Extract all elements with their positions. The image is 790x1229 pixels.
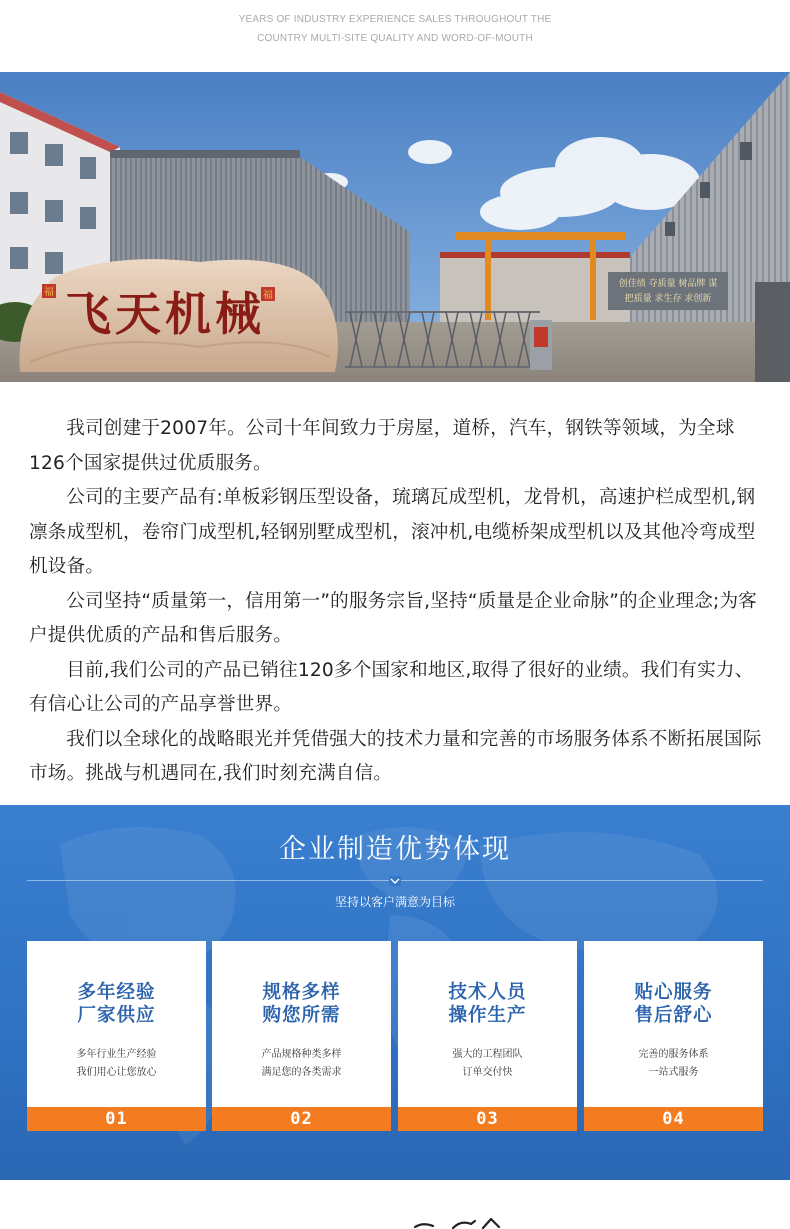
factory-photo <box>0 72 790 382</box>
english-tagline <box>0 10 790 48</box>
card-heading <box>212 981 391 1027</box>
intro-paragraph: 公司坚持“质量第一，信用第一”的服务宗旨,坚持“质量是企业命脉”的企业理念;为客户提供优质的产品和售后服务。 <box>29 590 758 646</box>
advantages-section <box>0 805 790 1180</box>
stone-inscription: 飞天机械 <box>65 287 265 341</box>
card-heading-line-1: 多年经验 <box>77 982 156 1003</box>
intro-paragraph: 我们以全球化的战略眼光并凭借强大的技术力量和完善的市场服务体系不断拓展国际市场。挑战与机遇同在,我们时刻充满自信。 <box>29 728 762 784</box>
chevron-down-icon <box>389 876 401 886</box>
card-number: 04 <box>584 1107 763 1131</box>
card-heading-line-2: 售后舒心 <box>634 1005 713 1026</box>
card-description <box>212 1046 391 1081</box>
intro-paragraph: 公司的主要产品有:单板彩钢压型设备，琉璃瓦成型机，龙骨机，高速护栏成型机,钢凛条成型机，卷帘门成型机,轻钢别墅成型机，滚冲机,电缆桥架成型机以及其他冷弯成型机设备。 <box>29 487 756 577</box>
intro-paragraph: 我司创建于2007年。公司十年间致力于房屋，道桥，汽车，钢铁等领域，为全球126个国家提供过优质服务。 <box>29 418 735 474</box>
advantages-subtitle: 坚持以客户满意为目标 <box>334 895 455 909</box>
card-description <box>27 1046 206 1081</box>
card-description-line-2: 我们用心让您放心 <box>76 1066 157 1078</box>
brush-stroke-decoration <box>413 1218 503 1229</box>
seal-right: 福 <box>263 290 273 301</box>
advantage-card-technical-staff <box>398 941 577 1131</box>
slogan-line-1: 创佳绩 夺质量 树品牌 谋 <box>618 279 718 289</box>
intro-paragraph: 目前,我们公司的产品已销往120多个国家和地区,取得了很好的业绩。我们有实力、有信心让公司的产品享誉世界。 <box>29 659 754 715</box>
card-heading <box>27 981 206 1027</box>
tagline-line-1: YEARS OF INDUSTRY EXPERIENCE SALES THROUGHOUT THE <box>238 14 552 25</box>
card-description <box>398 1046 577 1081</box>
card-heading-line-1: 贴心服务 <box>634 982 713 1003</box>
seal-left: 福 <box>44 287 54 298</box>
slogan-line-2: 把质量 求生存 求创新 <box>624 294 712 304</box>
card-heading-line-2: 厂家供应 <box>77 1005 156 1026</box>
card-description-line-1: 强大的工程团队 <box>452 1049 523 1060</box>
card-heading-line-1: 技术人员 <box>448 982 527 1003</box>
card-number: 03 <box>398 1107 577 1131</box>
card-number: 02 <box>212 1107 391 1131</box>
card-description-line-1: 多年行业生产经验 <box>76 1049 157 1060</box>
advantage-card-service <box>584 941 763 1131</box>
advantages-title: 企业制造优势体现 <box>279 834 511 865</box>
card-description-line-1: 产品规格种类多样 <box>261 1049 342 1060</box>
card-number: 01 <box>27 1107 206 1131</box>
card-description-line-2: 订单交付快 <box>462 1066 513 1078</box>
company-introduction <box>29 412 764 792</box>
card-heading-line-2: 购您所需 <box>262 1005 341 1026</box>
tagline-line-2: COUNTRY MULTI-SITE QUALITY AND WORD-OF-MOUTH <box>257 33 533 44</box>
card-heading <box>398 981 577 1027</box>
card-heading <box>584 981 763 1027</box>
card-description <box>584 1046 763 1081</box>
card-heading-line-2: 操作生产 <box>448 1005 527 1026</box>
advantage-card-specifications <box>212 941 391 1131</box>
card-heading-line-1: 规格多样 <box>262 982 341 1003</box>
card-description-line-2: 满足您的各类需求 <box>261 1066 342 1078</box>
card-description-line-2: 一站式服务 <box>648 1066 699 1078</box>
card-description-line-1: 完善的服务体系 <box>638 1049 709 1060</box>
advantage-card-experience <box>27 941 206 1131</box>
